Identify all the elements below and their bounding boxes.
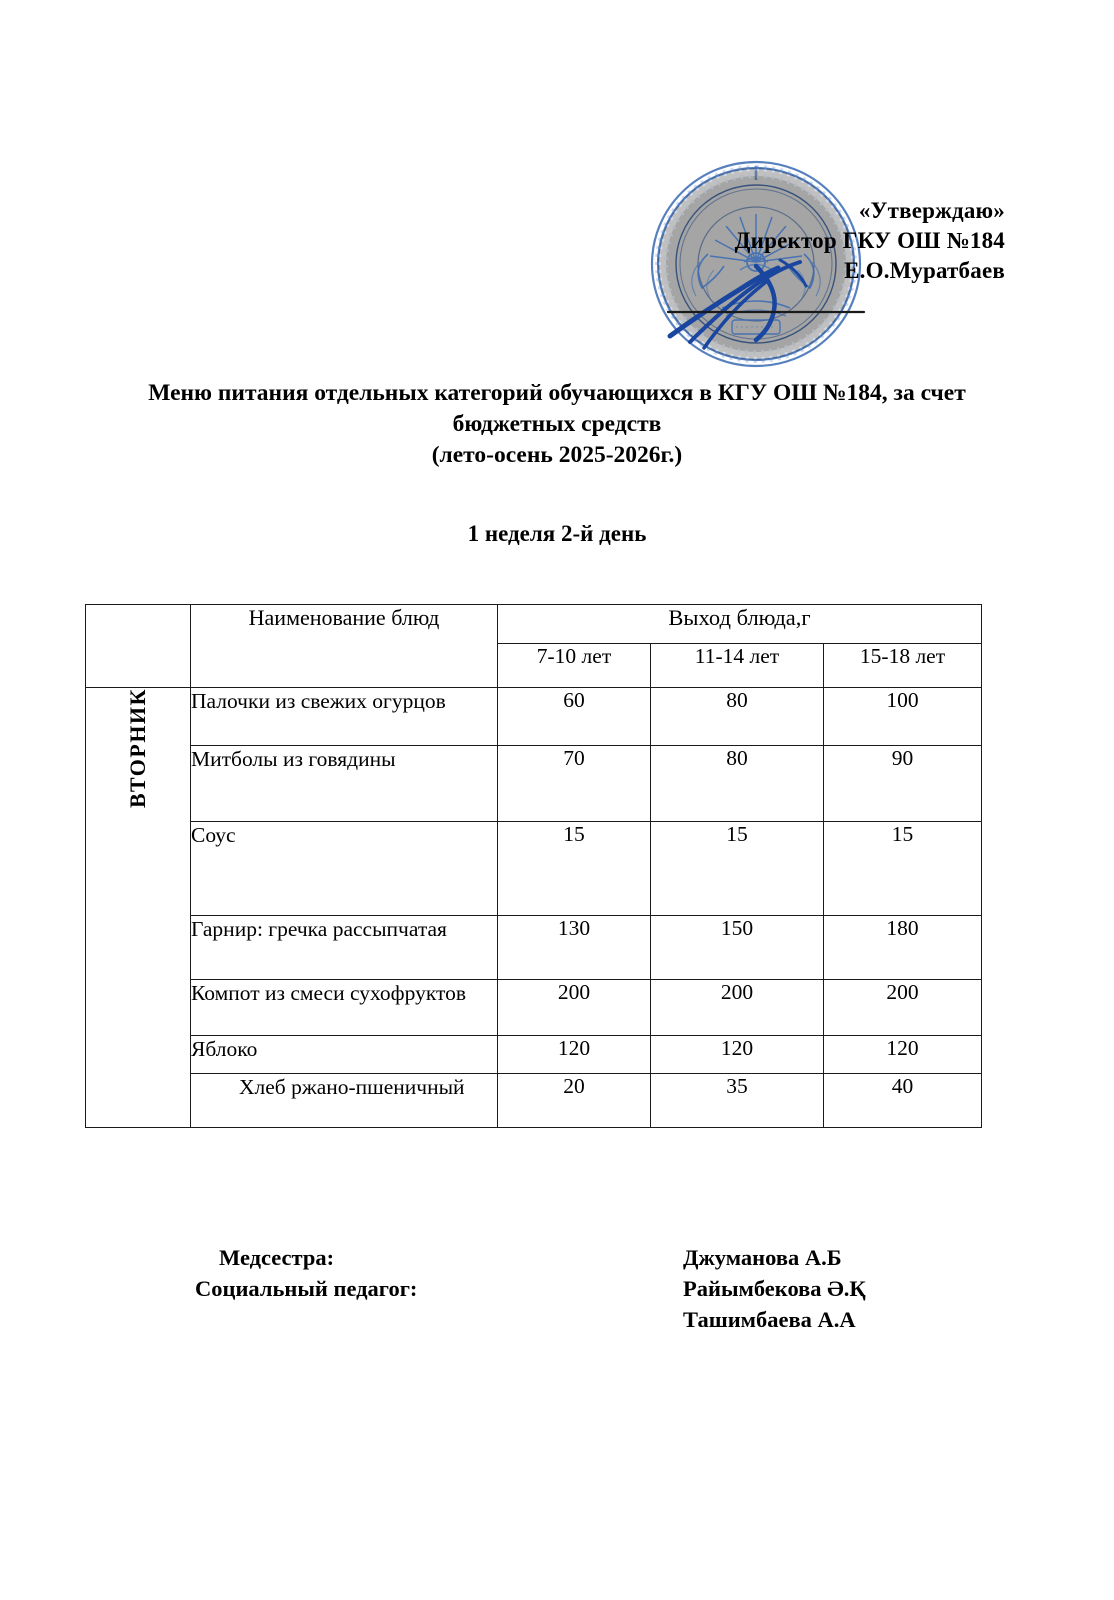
portion-7-10: 20 bbox=[498, 1074, 651, 1128]
table-row bbox=[86, 916, 982, 980]
dish-name: Яблоко bbox=[191, 1036, 498, 1074]
portion-15-18: 120 bbox=[824, 1036, 982, 1074]
dish-name: Гарнир: гречка рассыпчатая bbox=[191, 916, 498, 980]
footer-names bbox=[683, 1242, 1013, 1335]
table-row bbox=[86, 1036, 982, 1074]
table-row bbox=[86, 980, 982, 1036]
portion-15-18: 40 bbox=[824, 1074, 982, 1128]
portion-11-14: 200 bbox=[651, 980, 824, 1036]
table-row bbox=[86, 1074, 982, 1128]
portion-15-18: 200 bbox=[824, 980, 982, 1036]
footer-roles bbox=[195, 1242, 615, 1304]
header-portion-group: Выход блюда,г bbox=[498, 605, 982, 644]
portion-7-10: 120 bbox=[498, 1036, 651, 1074]
dish-name: Хлеб ржано-пшеничный bbox=[191, 1074, 498, 1128]
header-age-11-14: 11-14 лет bbox=[651, 644, 824, 688]
day-of-week-label: ВТОРНИК bbox=[125, 688, 150, 808]
header-age-15-18: 15-18 лет bbox=[824, 644, 982, 688]
table-row bbox=[86, 822, 982, 916]
table-header-row-1 bbox=[86, 605, 982, 644]
table-row bbox=[86, 746, 982, 822]
table-row bbox=[86, 688, 982, 746]
header-empty-corner bbox=[86, 605, 191, 688]
approval-director-name: Е.О.Муратбаев bbox=[844, 258, 1005, 283]
approval-block bbox=[560, 196, 1005, 286]
menu-table bbox=[85, 604, 982, 1128]
signatory-name-3: Ташимбаева А.А bbox=[683, 1307, 856, 1332]
portion-15-18: 100 bbox=[824, 688, 982, 746]
title-line-3: (лето-осень 2025-2026г.) bbox=[431, 442, 683, 468]
portion-15-18: 180 bbox=[824, 916, 982, 980]
dish-name: Соус bbox=[191, 822, 498, 916]
portion-11-14: 120 bbox=[651, 1036, 824, 1074]
approval-word: «Утверждаю» bbox=[858, 198, 1005, 223]
portion-11-14: 80 bbox=[651, 746, 824, 822]
dish-name: Компот из смеси сухофруктов bbox=[191, 980, 498, 1036]
role-social-teacher: Социальный педагог: bbox=[195, 1276, 418, 1301]
portion-7-10: 60 bbox=[498, 688, 651, 746]
day-of-week-cell bbox=[86, 688, 191, 1128]
portion-7-10: 70 bbox=[498, 746, 651, 822]
role-nurse: Медсестра: bbox=[219, 1245, 335, 1270]
portion-11-14: 15 bbox=[651, 822, 824, 916]
title-line-1: Меню питания отдельных категорий обучающихся в КГУ ОШ №184, за счет bbox=[148, 380, 966, 406]
portion-11-14: 150 bbox=[651, 916, 824, 980]
title-line-2: бюджетных средств bbox=[452, 411, 662, 437]
dish-name: Митболы из говядины bbox=[191, 746, 498, 822]
portion-11-14: 35 bbox=[651, 1074, 824, 1128]
header-dish-name: Наименование блюд bbox=[191, 605, 498, 688]
week-day-subtitle: 1 неделя 2-й день bbox=[467, 521, 647, 546]
header-age-7-10: 7-10 лет bbox=[498, 644, 651, 688]
approval-director-title: Директор ГКУ ОШ №184 bbox=[734, 228, 1005, 253]
signatory-name-1: Джуманова А.Б bbox=[683, 1245, 842, 1270]
signatory-name-2: Райымбекова Ә.Қ bbox=[683, 1276, 866, 1301]
portion-15-18: 90 bbox=[824, 746, 982, 822]
portion-15-18: 15 bbox=[824, 822, 982, 916]
portion-7-10: 15 bbox=[498, 822, 651, 916]
dish-name: Палочки из свежих огурцов bbox=[191, 688, 498, 746]
portion-7-10: 130 bbox=[498, 916, 651, 980]
portion-11-14: 80 bbox=[651, 688, 824, 746]
page-title bbox=[90, 378, 1024, 471]
portion-7-10: 200 bbox=[498, 980, 651, 1036]
